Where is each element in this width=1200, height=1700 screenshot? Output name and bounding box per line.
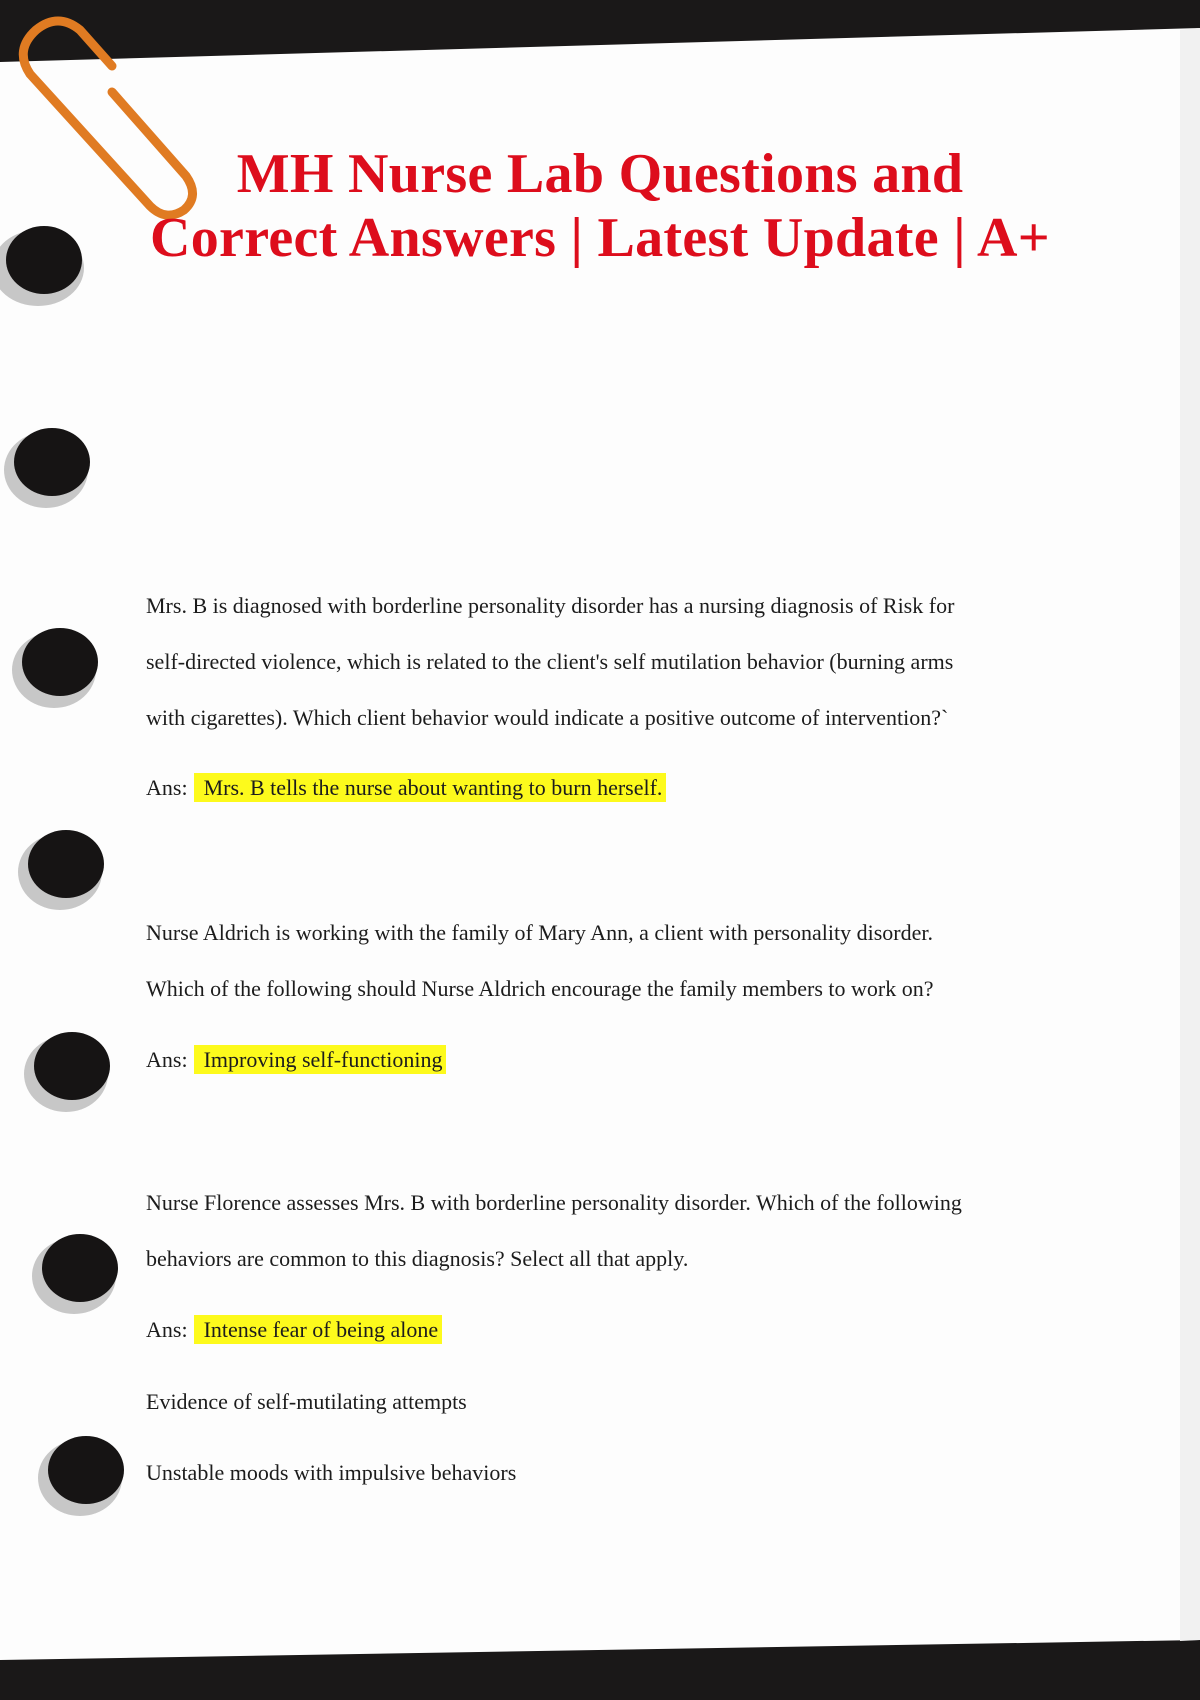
binder-hole <box>38 1436 124 1516</box>
answer-prefix: Ans: <box>146 1317 188 1342</box>
answer-1 <box>146 772 666 804</box>
binder-hole <box>32 1234 118 1314</box>
binder-hole <box>12 628 98 708</box>
answer-option: Evidence of self-mutilating attempts <box>146 1389 467 1414</box>
binder-hole <box>18 830 104 910</box>
title-line: MH Nurse Lab Questions and <box>236 143 964 205</box>
answer-highlight: Improving self-functioning <box>194 1045 447 1074</box>
question-line: self-directed violence, which is related to the client's self mutilation behavior (burning arms <box>146 649 954 674</box>
title-line: Correct Answers | Latest Update | A+ <box>150 207 1050 269</box>
answer-prefix: Ans: <box>146 1047 188 1072</box>
answer-highlight: Mrs. B tells the nurse about wanting to burn herself. <box>194 773 667 802</box>
question-line: Nurse Florence assesses Mrs. B with borderline personality disorder. Which of the following <box>146 1190 962 1215</box>
question-line: Nurse Aldrich is working with the family of Mary Ann, a client with personality disorder. <box>146 920 933 945</box>
question-1 <box>146 578 1066 746</box>
question-3 <box>146 1175 1066 1287</box>
answer-option: Unstable moods with impulsive behaviors <box>146 1460 517 1485</box>
page-title <box>120 142 1080 270</box>
answer-2 <box>146 1044 446 1076</box>
answer-3 <box>146 1314 442 1346</box>
binder-hole <box>24 1032 110 1112</box>
binder-hole <box>4 428 90 508</box>
question-line: behaviors are common to this diagnosis? Select all that apply. <box>146 1246 689 1271</box>
answer-highlight: Intense fear of being alone <box>194 1315 443 1344</box>
question-2 <box>146 905 1066 1017</box>
answer-prefix: Ans: <box>146 775 188 800</box>
question-line: Which of the following should Nurse Aldrich encourage the family members to work on? <box>146 976 934 1001</box>
question-line: with cigarettes). Which client behavior would indicate a positive outcome of intervention?` <box>146 705 949 730</box>
question-line: Mrs. B is diagnosed with borderline personality disorder has a nursing diagnosis of Risk for <box>146 593 955 618</box>
